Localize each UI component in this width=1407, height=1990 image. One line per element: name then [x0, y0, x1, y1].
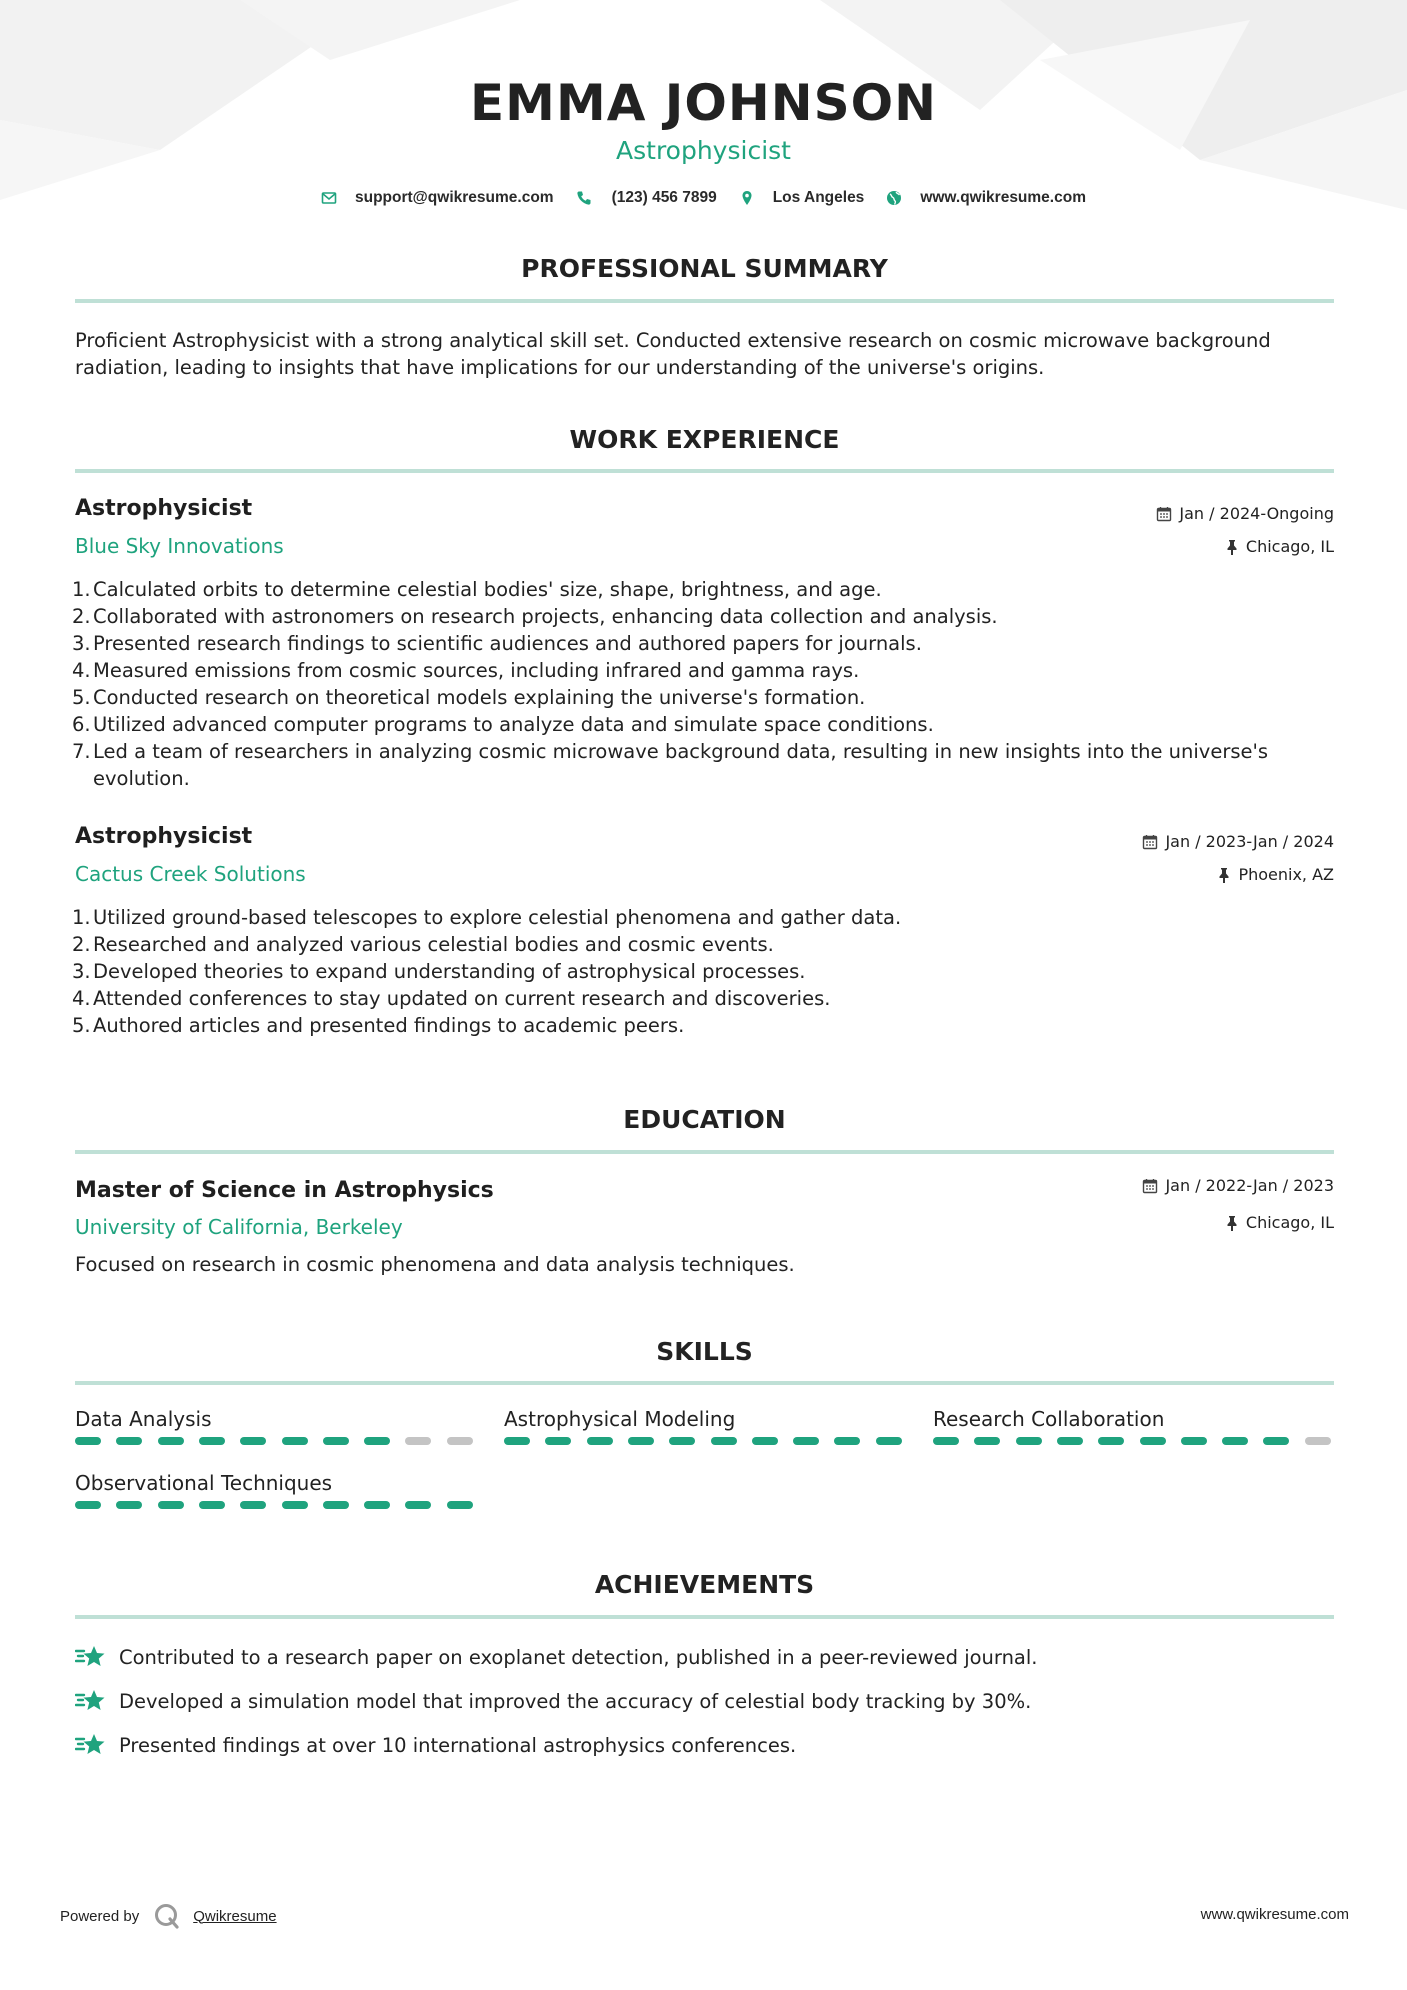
calendar-icon: [1142, 834, 1158, 850]
job-dates-text: Jan / 2023-Jan / 2024: [1165, 832, 1334, 851]
skill-dash-filled: [628, 1437, 654, 1445]
list-item: 3. Presented research findings to scientific audiences and authored papers for journals.: [72, 632, 922, 655]
skill-dash-filled: [116, 1501, 142, 1509]
education-dates-text: Jan / 2022-Jan / 2023: [1165, 1176, 1334, 1195]
skill-dash-filled: [1057, 1437, 1083, 1445]
section-divider: [75, 469, 1334, 473]
skill-dash-filled: [364, 1501, 390, 1509]
skill-dash-filled: [199, 1437, 225, 1445]
candidate-name: EMMA JOHNSON: [470, 74, 937, 132]
skill-dash-filled: [158, 1501, 184, 1509]
skill-dash-filled: [75, 1501, 101, 1509]
achievement-item: [75, 1731, 796, 1759]
phone-text: (123) 456 7899: [611, 189, 717, 206]
skill-dash-filled: [240, 1437, 266, 1445]
skill-dash-filled: [1140, 1437, 1166, 1445]
skill-dash-filled: [1098, 1437, 1124, 1445]
powered-by-label: Powered by: [60, 1907, 140, 1925]
list-item: 2. Researched and analyzed various celestial bodies and cosmic events.: [72, 933, 774, 956]
calendar-icon: [1142, 1178, 1158, 1194]
location-text: Los Angeles: [772, 189, 865, 206]
shooting-star-icon: [75, 1731, 107, 1759]
job-title: Astrophysicist: [75, 824, 253, 849]
skill-dash-filled: [834, 1437, 860, 1445]
job-location-text: Chicago, IL: [1245, 537, 1334, 556]
skill-name: Astrophysical Modeling: [504, 1407, 736, 1431]
achievement-text: Presented findings at over 10 international astrophysics conferences.: [119, 1733, 797, 1757]
skill-name: Data Analysis: [75, 1407, 212, 1431]
achievement-item: [75, 1643, 1038, 1671]
skill-name: Research Collaboration: [933, 1407, 1165, 1431]
footer-url[interactable]: www.qwikresume.com: [1200, 1906, 1349, 1923]
job-company: Cactus Creek Solutions: [75, 862, 306, 886]
skill-level-bar: [75, 1437, 475, 1446]
skill-dash-filled: [1016, 1437, 1042, 1445]
summary-heading: PROFESSIONAL SUMMARY: [521, 254, 888, 283]
skill-dash-filled: [116, 1437, 142, 1445]
education-location: [1225, 1213, 1334, 1232]
skill-name: Observational Techniques: [75, 1471, 333, 1495]
skill-dash-filled: [75, 1437, 101, 1445]
degree-title: Master of Science in Astrophysics: [75, 1178, 494, 1203]
candidate-title: Astrophysicist: [616, 136, 791, 165]
skill-dash-filled: [364, 1437, 390, 1445]
skill-item: [504, 1407, 904, 1446]
list-item: 1. Utilized ground-based telescopes to explore celestial phenomena and gather data.: [72, 906, 902, 929]
list-item: 4. Attended conferences to stay updated on current research and discoveries.: [72, 987, 831, 1010]
contact-location: [739, 189, 865, 207]
job-dates: [1142, 832, 1334, 851]
list-item: 1. Calculated orbits to determine celestial bodies' size, shape, brightness, and age.: [72, 578, 882, 601]
achievement-text: Developed a simulation model that improved the accuracy of celestial body tracking by 30%.: [119, 1689, 1032, 1713]
email-text: support@qwikresume.com: [355, 189, 554, 206]
skill-dash-filled: [282, 1501, 308, 1509]
phone-icon: [576, 190, 592, 206]
skill-dash-filled: [504, 1437, 530, 1445]
skill-dash-filled: [240, 1501, 266, 1509]
job-title: Astrophysicist: [75, 496, 253, 521]
job-bullets: [72, 576, 1334, 792]
list-item: 5. Conducted research on theoretical models explaining the universe's formation.: [72, 686, 866, 709]
footer-powered-by: [60, 1902, 277, 1930]
skill-item: [75, 1471, 475, 1510]
education-dates: [1142, 1176, 1334, 1195]
skills-heading: SKILLS: [656, 1337, 753, 1366]
section-divider: [75, 1150, 1334, 1154]
skill-level-bar: [504, 1437, 904, 1446]
skill-item: [933, 1407, 1333, 1446]
website-text: www.qwikresume.com: [920, 189, 1086, 206]
education-heading: EDUCATION: [623, 1105, 786, 1134]
list-item: 4. Measured emissions from cosmic sources, including infrared and gamma rays.: [72, 659, 860, 682]
skill-dash-filled: [1222, 1437, 1248, 1445]
list-item: 5. Authored articles and presented findings to academic peers.: [72, 1014, 685, 1037]
achievements-heading: ACHIEVEMENTS: [594, 1570, 815, 1599]
pushpin-icon: [1225, 539, 1239, 555]
job-bullets: [72, 904, 1334, 1039]
shooting-star-icon: [75, 1687, 107, 1715]
job-location: [1225, 537, 1334, 556]
skill-dash-filled: [447, 1501, 473, 1509]
achievement-text: Contributed to a research paper on exoplanet detection, published in a peer-reviewed journal.: [119, 1645, 1038, 1669]
skill-dash-filled: [282, 1437, 308, 1445]
skill-dash-filled: [1181, 1437, 1207, 1445]
shooting-star-icon: [75, 1643, 107, 1671]
map-pin-icon: [739, 190, 755, 206]
skill-dash-filled: [323, 1501, 349, 1509]
list-item: 3. Developed theories to expand understanding of astrophysical processes.: [72, 960, 806, 983]
skill-dash-filled: [158, 1437, 184, 1445]
skill-dash-filled: [711, 1437, 737, 1445]
list-item: 7. Led a team of researchers in analyzing cosmic microwave background data, resulting in new insights into the universe's evolution.: [72, 740, 1269, 790]
section-divider: [75, 1381, 1334, 1385]
qwikresume-logo-icon: [153, 1902, 181, 1930]
pushpin-icon: [1217, 867, 1231, 883]
contact-bar: [0, 189, 1407, 207]
contact-email[interactable]: [321, 189, 554, 207]
contact-website[interactable]: [886, 189, 1086, 207]
skill-dash-empty: [405, 1437, 431, 1445]
job-location: [1217, 865, 1334, 884]
education-location-text: Chicago, IL: [1245, 1213, 1334, 1232]
skill-level-bar: [933, 1437, 1333, 1446]
skill-level-bar: [75, 1501, 475, 1510]
skill-dash-filled: [405, 1501, 431, 1509]
job-dates: [1156, 504, 1334, 523]
pushpin-icon: [1225, 1215, 1239, 1231]
skill-dash-filled: [199, 1501, 225, 1509]
education-description: Focused on research in cosmic phenomena and data analysis techniques.: [75, 1253, 795, 1276]
skill-dash-filled: [323, 1437, 349, 1445]
brand-link[interactable]: Qwikresume: [193, 1907, 277, 1925]
skill-dash-filled: [793, 1437, 819, 1445]
contact-phone[interactable]: [576, 189, 717, 207]
skill-dash-filled: [669, 1437, 695, 1445]
section-divider: [75, 299, 1334, 303]
school-name: University of California, Berkeley: [75, 1215, 403, 1239]
job-dates-text: Jan / 2024-Ongoing: [1179, 504, 1334, 523]
skill-dash-filled: [1263, 1437, 1289, 1445]
skill-dash-empty: [1305, 1437, 1331, 1445]
skill-dash-filled: [587, 1437, 613, 1445]
skill-dash-filled: [545, 1437, 571, 1445]
list-item: 6. Utilized advanced computer programs to analyze data and simulate space conditions.: [72, 713, 934, 736]
skill-dash-empty: [447, 1437, 473, 1445]
list-item: 2. Collaborated with astronomers on research projects, enhancing data collection and analysis.: [72, 605, 998, 628]
experience-heading: WORK EXPERIENCE: [569, 425, 840, 454]
summary-text: Proficient Astrophysicist with a strong analytical skill set. Conducted extensive research on cosmic microwave background radiation, leading to insights that have implications for our understanding of the universe's origins.: [75, 329, 1271, 379]
achievement-item: [75, 1687, 1031, 1715]
job-location-text: Phoenix, AZ: [1238, 865, 1334, 884]
skill-dash-filled: [876, 1437, 902, 1445]
globe-icon: [886, 190, 902, 206]
section-divider: [75, 1615, 1334, 1619]
calendar-icon: [1156, 506, 1172, 522]
envelope-icon: [321, 190, 337, 206]
job-company: Blue Sky Innovations: [75, 534, 284, 558]
skill-dash-filled: [752, 1437, 778, 1445]
skill-dash-filled: [974, 1437, 1000, 1445]
skill-item: [75, 1407, 475, 1446]
skill-dash-filled: [933, 1437, 959, 1445]
